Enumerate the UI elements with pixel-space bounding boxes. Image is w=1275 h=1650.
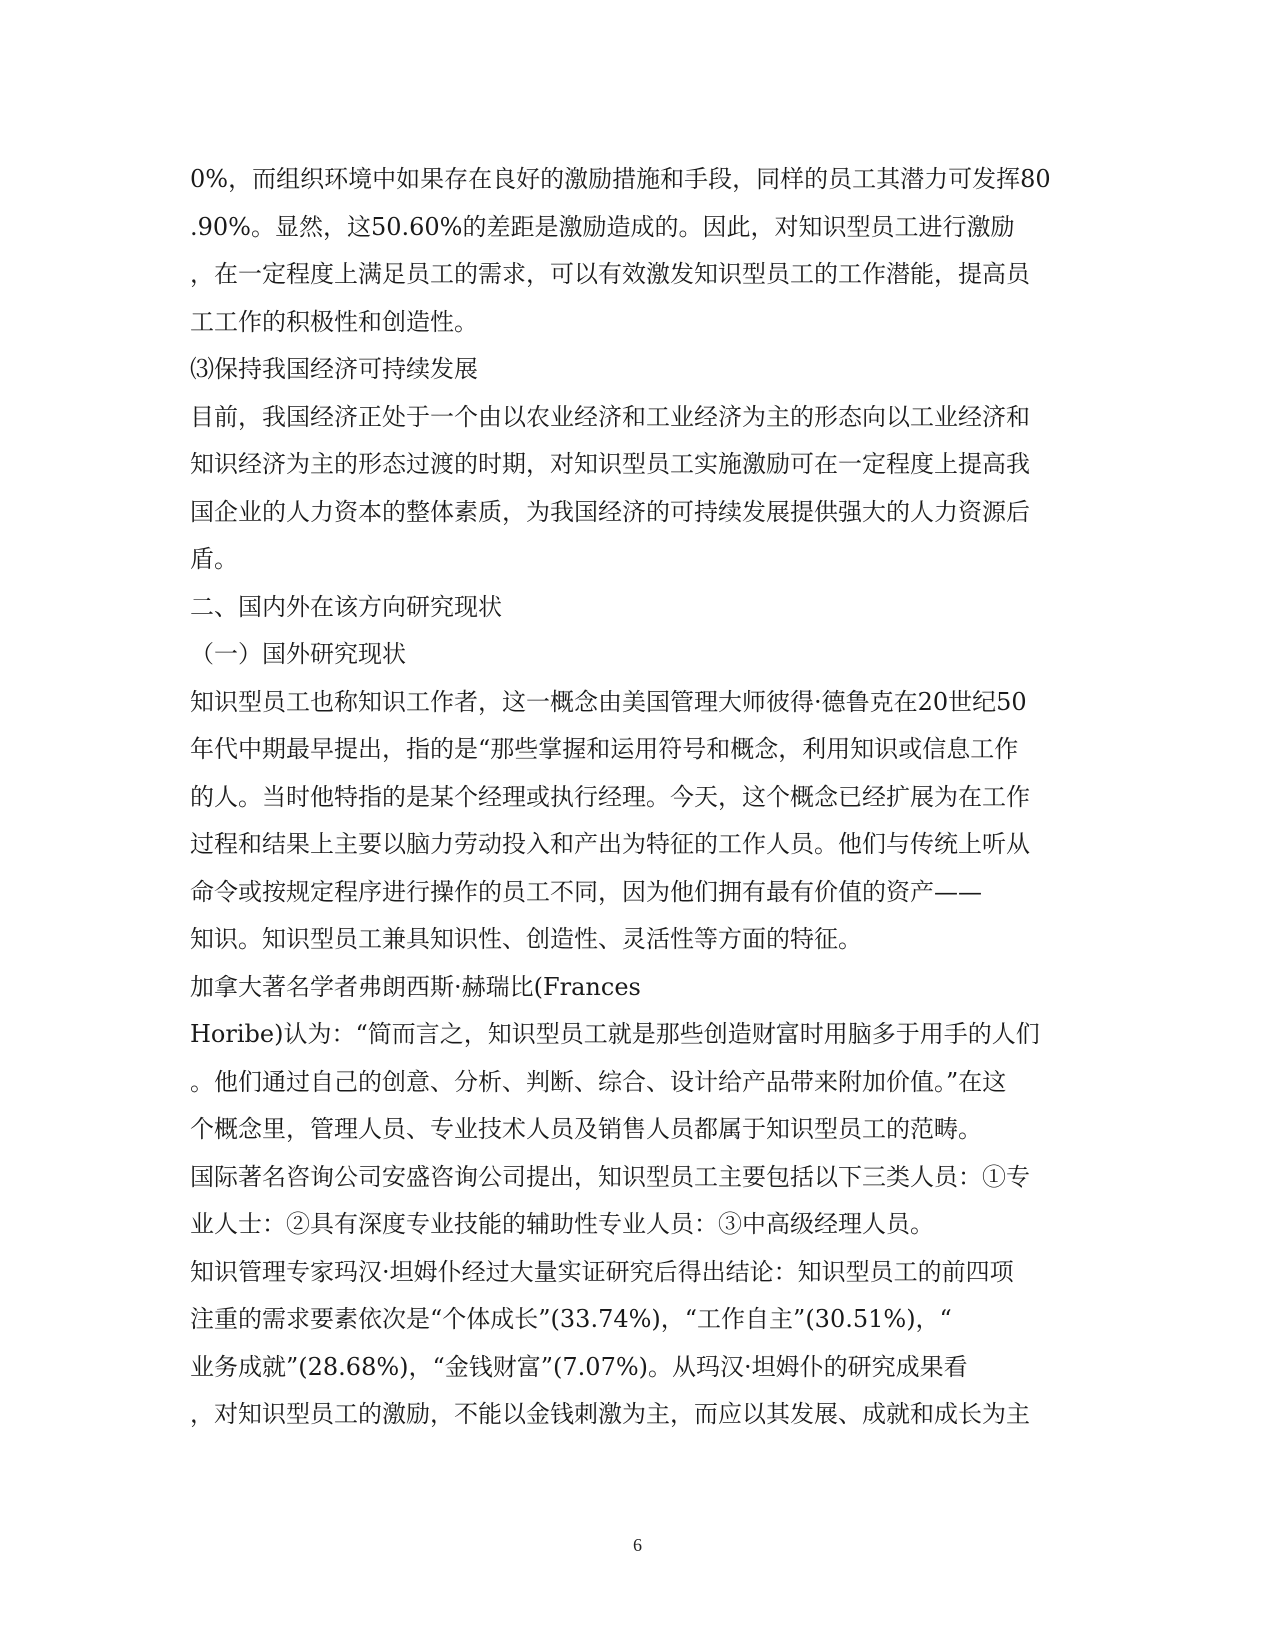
text-line: Horibe)认为：“简而言之，知识型员工就是那些创造财富时用脑多于用手的人们 [190,1020,1040,1048]
text-line: 年代中期最早提出，指的是“那些掌握和运用符号和概念，利用知识或信息工作 [190,735,1019,763]
text-line: 的人。当时他特指的是某个经理或执行经理。今天，这个概念已经扩展为在工作 [190,782,1030,811]
text-line: ，对知识型员工的激励，不能以金钱刺激为主，而应以其发展、成就和成长为主 [190,1400,1030,1428]
text-line: 注重的需求要素依次是“个体成长”(33.74%)，“工作自主”(30.51%)，“ [190,1305,952,1333]
text-line: 过程和结果上主要以脑力劳动投入和产出为特征的工作人员。他们与传统上听从 [190,830,1030,858]
text-line: 个概念里，管理人员、专业技术人员及销售人员都属于知识型员工的范畴。 [190,1115,982,1143]
text-line: 目前，我国经济正处于一个由以农业经济和工业经济为主的形态向以工业经济和 [190,402,1030,431]
text-line: ，在一定程度上满足员工的需求，可以有效激发知识型员工的工作潜能，提高员 [190,260,1030,288]
text-line: 0%，而组织环境中如果存在良好的激励措施和手段，同样的员工其潜力可发挥80 [190,165,1051,193]
text-line: 。他们通过自己的创意、分析、判断、综合、设计给产品带来附加价值。”在这 [190,1067,1007,1096]
text-line: 知识管理专家玛汉·坦姆仆经过大量实证研究后得出结论：知识型员工的前四项 [190,1257,1014,1286]
text-line: 业务成就”(28.68%)，“金钱财富”(7.07%)。从玛汉·坦姆仆的研究成果看 [190,1352,968,1381]
page-number: 6 [633,1535,642,1555]
body-text [190,156,1090,1439]
text-line: 国际著名咨询公司安盛咨询公司提出，知识型员工主要包括以下三类人员：①专 [190,1162,1030,1191]
text-line: .90%。显然，这50.60%的差距是激励造成的。因此，对知识型员工进行激励 [190,212,1015,241]
subsection-heading: ⑶保持我国经济可持续发展 [190,355,478,383]
text-line: 盾。 [190,545,238,573]
text-line: 知识经济为主的形态过渡的时期，对知识型员工实施激励可在一定程度上提高我 [190,450,1030,478]
text-line: 命令或按规定程序进行操作的员工不同，因为他们拥有最有价值的资产—— [190,877,982,906]
section-heading: 二、国内外在该方向研究现状 [190,592,502,621]
subsection-heading: （一）国外研究现状 [190,640,406,668]
text-line: 知识型员工也称知识工作者，这一概念由美国管理大师彼得·德鲁克在20世纪50 [190,687,1027,716]
text-line: 业人士：②具有深度专业技能的辅助性专业人员：③中高级经理人员。 [190,1210,934,1238]
text-line: 工工作的积极性和创造性。 [190,307,478,336]
text-line: 加拿大著名学者弗朗西斯·赫瑞比(Frances [190,972,641,1001]
text-line: 知识。知识型员工兼具知识性、创造性、灵活性等方面的特征。 [190,925,862,953]
text-line: 国企业的人力资本的整体素质，为我国经济的可持续发展提供强大的人力资源后 [190,497,1030,526]
